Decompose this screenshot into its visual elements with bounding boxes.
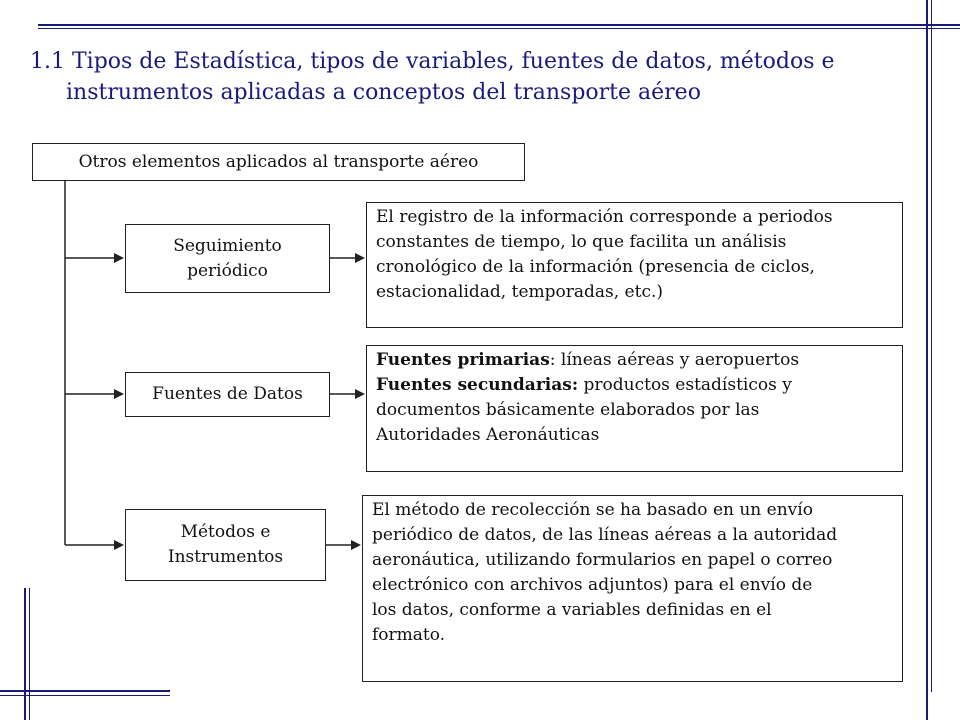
primarias-label: Fuentes primarias (376, 350, 550, 370)
desc-metodos-line: los datos, conforme a variables definidas en el (372, 600, 772, 620)
node-metodos-line-1: Métodos e (180, 522, 271, 542)
desc-seguimiento (366, 202, 903, 328)
desc-metodos-line: periódico de datos, de las líneas aéreas a la autoridad (372, 525, 838, 545)
desc-seguimiento-line: cronológico de la información (presencia de ciclos, (376, 257, 815, 277)
primarias-text: : líneas aéreas y aeropuertos (549, 350, 800, 370)
node-fuentes-label: Fuentes de Datos (152, 384, 303, 404)
title-line-1: 1.1 Tipos de Estadística, tipos de variables, fuentes de datos, métodos e (30, 49, 835, 74)
desc-seguimiento-line: constantes de tiempo, lo que facilita un análisis (376, 232, 787, 252)
desc-seguimiento-line: estacionalidad, temporadas, etc.) (376, 282, 663, 302)
secundarias-label: Fuentes secundarias: (376, 375, 579, 395)
desc-fuentes-primarias (376, 348, 894, 373)
desc-metodos-line: formato. (372, 625, 446, 645)
node-metodos-line-2: Instrumentos (167, 547, 284, 567)
desc-fuentes-line-4: Autoridades Aeronáuticas (376, 425, 600, 445)
desc-fuentes-line-3: documentos básicamente elaborados por las (376, 400, 760, 420)
desc-seguimiento-line: El registro de la información corresponde a periodos (376, 207, 833, 227)
node-fuentes (125, 372, 330, 417)
node-seguimiento (125, 224, 330, 293)
desc-fuentes-secundarias (376, 373, 894, 398)
title-line-2: instrumentos aplicadas a conceptos del transporte aéreo (66, 80, 701, 105)
desc-metodos (362, 495, 903, 682)
secundarias-text: productos estadísticos y (578, 375, 792, 395)
desc-metodos-line: aeronáutica, utilizando formularios en papel o correo (372, 550, 833, 570)
desc-fuentes (366, 345, 903, 472)
desc-metodos-line: El método de recolección se ha basado en un envío (372, 500, 813, 520)
node-metodos (125, 509, 326, 581)
desc-metodos-line: electrónico con archivos adjuntos) para el envío de (372, 575, 813, 595)
root-node: Otros elementos aplicados al transporte aéreo (32, 143, 525, 181)
node-seguimiento-line-2: periódico (187, 260, 268, 281)
node-seguimiento-line-1: Seguimiento (173, 235, 282, 256)
